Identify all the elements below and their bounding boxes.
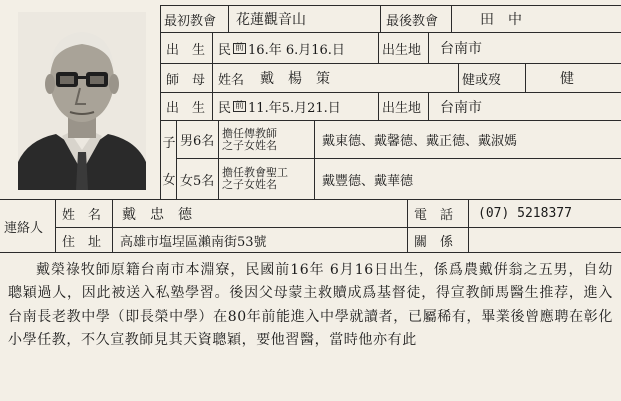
spouse-birthplace-value: 台南市	[440, 99, 482, 116]
birth-label: 出 生	[166, 42, 206, 58]
children-label-top: 子	[162, 135, 176, 151]
spouse-name-value: 戴 楊 策	[260, 71, 330, 87]
birthplace-label: 出生地	[382, 42, 422, 58]
portrait-photo	[18, 12, 146, 190]
address-value: 高雄市塩埕區瀨南街53號	[120, 234, 267, 250]
daughters-count: 女5名	[180, 173, 215, 189]
health-value: 健	[560, 71, 574, 87]
sons-description	[222, 121, 312, 158]
health-label: 健或歿	[462, 72, 502, 88]
spouse-birth-date-value: 11.年5.月21.日	[248, 101, 341, 116]
era-box-tag: 前	[235, 42, 245, 53]
birth-date	[218, 33, 376, 63]
first-church-label: 最初教會	[164, 13, 217, 29]
sons-desc-line1: 擔任傳教師	[222, 126, 277, 140]
birthplace-value: 台南市	[440, 41, 482, 57]
first-church-value: 花蓮觀音山	[236, 12, 306, 28]
sons-names: 戴東德、戴馨德、戴正德、戴淑媽	[322, 134, 518, 149]
contact-name-label: 姓 名	[62, 208, 102, 223]
spouse-birth-date	[218, 93, 376, 120]
spouse-birth-era: 民	[218, 101, 232, 116]
last-church-value: 田 中	[480, 12, 522, 28]
last-church-label: 最後教會	[386, 13, 439, 29]
address-label: 住 址	[62, 234, 102, 250]
daughters-desc-line2: 之子女姓名	[222, 178, 277, 191]
sons-count: 男6名	[180, 134, 215, 149]
daughters-desc-line1: 擔任教會聖工	[222, 166, 288, 179]
phone-value: (07) 5218377	[478, 206, 572, 221]
relation-label: 關 係	[414, 234, 454, 250]
sons-desc-line2: 之子女姓名	[222, 138, 277, 152]
spouse-era-box-tag: 前	[235, 101, 245, 111]
spouse-birth-label: 出 生	[166, 101, 206, 116]
biography-text: 戴榮祿牧師原籍台南市本淵寮，民國前16年 6月16日出生，係爲農戴倂翁之五男，自幼聰穎過人，因此被送入私塾學習。後因父母蒙主救贖成爲基督徒，得宣教師馬醫生推荐，進入台南長老教中學（即長榮中學）在80年前能進入中學就讀者，已屬稀有，畢業後曾應聘在彰化小學任教，不久宣教師見其天資聰穎，要他習醫，當時他亦有此	[8, 262, 613, 348]
spouse-label: 師 母	[166, 72, 206, 88]
contact-name-value: 戴 忠 德	[122, 206, 192, 223]
birth-era: 民	[218, 42, 232, 58]
daughters-description	[222, 159, 312, 199]
daughters-names: 戴豐德、戴華德	[322, 173, 414, 189]
children-label-bottom: 女	[162, 172, 176, 188]
spouse-name-label: 姓名	[218, 72, 245, 88]
relation-value	[478, 228, 616, 252]
spouse-birthplace-label: 出生地	[382, 101, 422, 116]
contact-section-label: 連絡人	[4, 220, 44, 236]
birth-date-value: 16.年 6.月16.日	[248, 42, 345, 58]
phone-label: 電 話	[414, 208, 454, 223]
